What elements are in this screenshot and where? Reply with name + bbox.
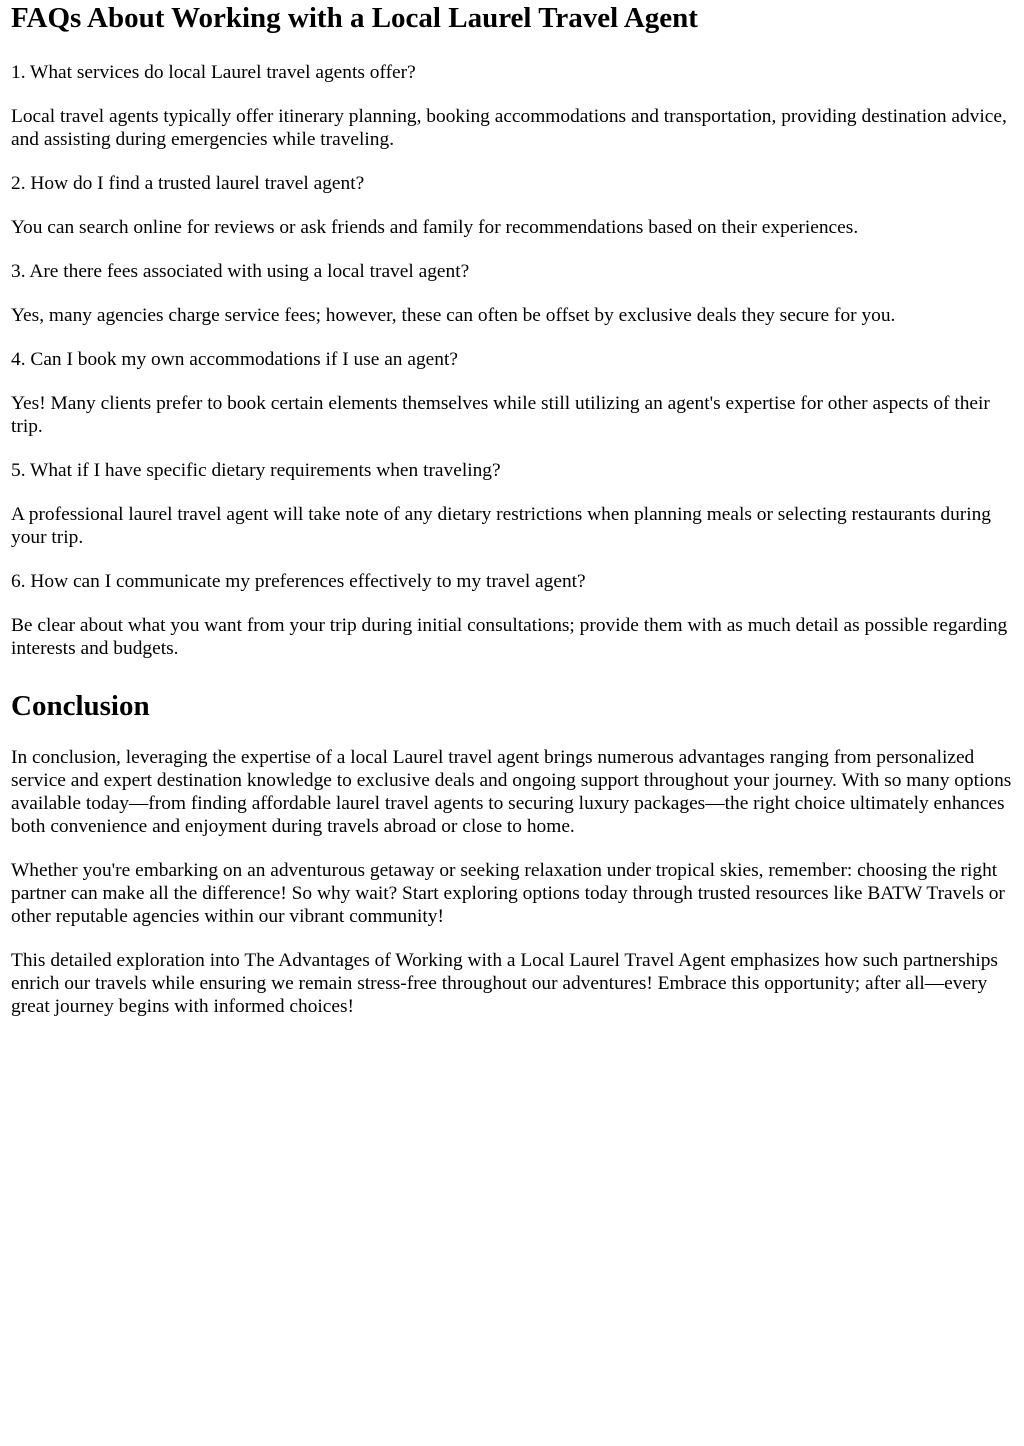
faq-question: 5. What if I have specific dietary requirements when traveling? — [11, 460, 501, 481]
faq-answer: Yes! Many clients prefer to book certain elements themselves while still utilizing an agent's expertise for other aspects of their trip. — [11, 393, 990, 437]
conclusion-paragraph: Whether you're embarking on an adventurous getaway or seeking relaxation under tropical skies, remember: choosing the right partner can make all the difference! So why wait? Start exploring options today through trusted resources like BATW Travels or other reputable agencies within our vibrant community! — [11, 860, 1005, 927]
conclusion-heading: Conclusion — [11, 690, 150, 722]
faq-item — [11, 570, 1016, 660]
faq-answer: Yes, many agencies charge service fees; however, these can often be offset by exclusive deals they secure for you. — [11, 305, 896, 326]
faq-item — [11, 172, 1016, 239]
faq-answer: Be clear about what you want from your trip during initial consultations; provide them with as much detail as possible regarding interests and budgets. — [11, 615, 1008, 659]
faq-heading: FAQs About Working with a Local Laurel Travel Agent — [11, 2, 698, 34]
faq-item — [11, 459, 1016, 549]
faq-section — [11, 0, 1016, 660]
faq-list — [11, 61, 1016, 660]
faq-question: 6. How can I communicate my preferences effectively to my travel agent? — [11, 571, 586, 592]
faq-answer: You can search online for reviews or ask friends and family for recommendations based on their experiences. — [11, 217, 859, 238]
faq-item — [11, 260, 1016, 327]
conclusion-section — [11, 689, 1016, 1018]
faq-item — [11, 61, 1016, 151]
faq-question: 3. Are there fees associated with using a local travel agent? — [11, 261, 470, 282]
faq-answer: Local travel agents typically offer itinerary planning, booking accommodations and transportation, providing destination advice, and assisting during emergencies while traveling. — [11, 106, 1007, 150]
conclusion-body — [11, 746, 1016, 1018]
conclusion-paragraph: In conclusion, leveraging the expertise of a local Laurel travel agent brings numerous advantages ranging from personalized service and expert destination knowledge to exclusive deals and ongoing support throughout your journey. With so many options available today—from finding affordable laurel travel agents to securing luxury packages—the right choice ultimately enhances both convenience and enjoyment during travels abroad or close to home. — [11, 747, 1012, 837]
conclusion-paragraph: This detailed exploration into The Advantages of Working with a Local Laurel Travel Agent emphasizes how such partnerships enrich our travels while ensuring we remain stress-free throughout our adventures! Embrace this opportunity; after all—every great journey begins with informed choices! — [11, 950, 998, 1017]
faq-answer: A professional laurel travel agent will take note of any dietary restrictions when planning meals or selecting restaurants during your trip. — [11, 504, 992, 548]
faq-question: 2. How do I find a trusted laurel travel agent? — [11, 173, 365, 194]
faq-question: 4. Can I book my own accommodations if I use an agent? — [11, 349, 458, 370]
faq-item — [11, 348, 1016, 438]
faq-question: 1. What services do local Laurel travel agents offer? — [11, 62, 416, 83]
